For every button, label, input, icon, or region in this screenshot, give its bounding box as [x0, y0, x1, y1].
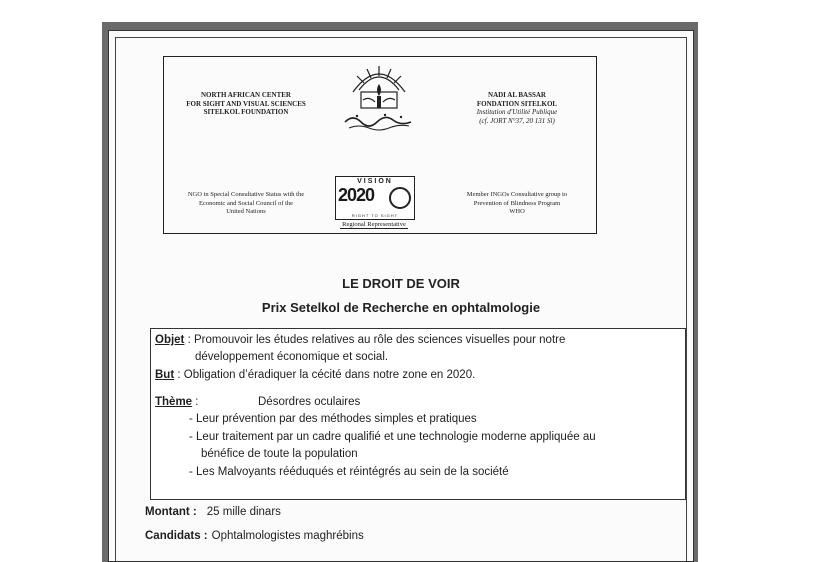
but-line: But : Obligation d’éradiquer la cécité dans notre zone en 2020.	[155, 369, 476, 381]
montant-line: Montant : 25 mille dinars	[145, 506, 281, 518]
foundation-emblem-logo	[339, 62, 419, 134]
left-organization: NORTH AFRICAN CENTER FOR SIGHT AND VISUAL SCIENCES SITELKOL FOUNDATION	[186, 91, 306, 116]
right-organization: NADI AL BASSAR FONDATION SITELKOL Institution d'Utilité Publique (cf. JORT N°37, 20 131 Sl)	[476, 91, 558, 125]
montant-label: Montant	[145, 506, 190, 518]
regional-representative-label: Regional Representative	[342, 221, 406, 228]
letterhead	[163, 56, 597, 234]
vision-2020-logo: VISION 2020 RIGHT TO SIGHT	[335, 176, 415, 220]
document-subtitle: Prix Setelkol de Recherche en ophtalmologie	[261, 300, 541, 315]
candidats-line: Candidats : Ophtalmologistes maghrébins	[145, 530, 364, 542]
un-status-text: NGO in Special Consultative Status with the Economic and Social Council of the United Nations	[187, 191, 305, 215]
objet-line-2: développement économique et social.	[195, 351, 389, 363]
document-frame	[108, 30, 694, 562]
theme-item: - Leur prévention par des méthodes simples et pratiques	[189, 413, 477, 425]
candidats-label: Candidats	[145, 530, 201, 542]
theme-item-continued: bénéfice de toute la population	[201, 448, 358, 460]
but-label: But	[155, 369, 175, 381]
document-sheet	[102, 22, 698, 562]
objet-label: Objet	[155, 334, 185, 346]
theme-label: Thème	[155, 396, 193, 408]
objet-line: Objet : Promouvoir les études relatives au rôle des sciences visuelles pour notre	[155, 334, 566, 346]
document-title: LE DROIT DE VOIR	[342, 276, 460, 291]
who-status-text: Member INGOs Consultative group to Prevention of Blindness Program WHO	[466, 191, 568, 215]
theme-heading: Désordres oculaires	[258, 396, 361, 408]
globe-icon	[389, 187, 411, 209]
details-box	[150, 328, 686, 500]
document-inner-border	[115, 37, 687, 561]
theme-item: - Les Malvoyants rééduqués et réintégrés au sein de la société	[189, 466, 509, 478]
theme-line: Thème :	[155, 396, 199, 408]
theme-item: - Leur traitement par un cadre qualifié et une technologie moderne appliquée au	[189, 431, 596, 443]
